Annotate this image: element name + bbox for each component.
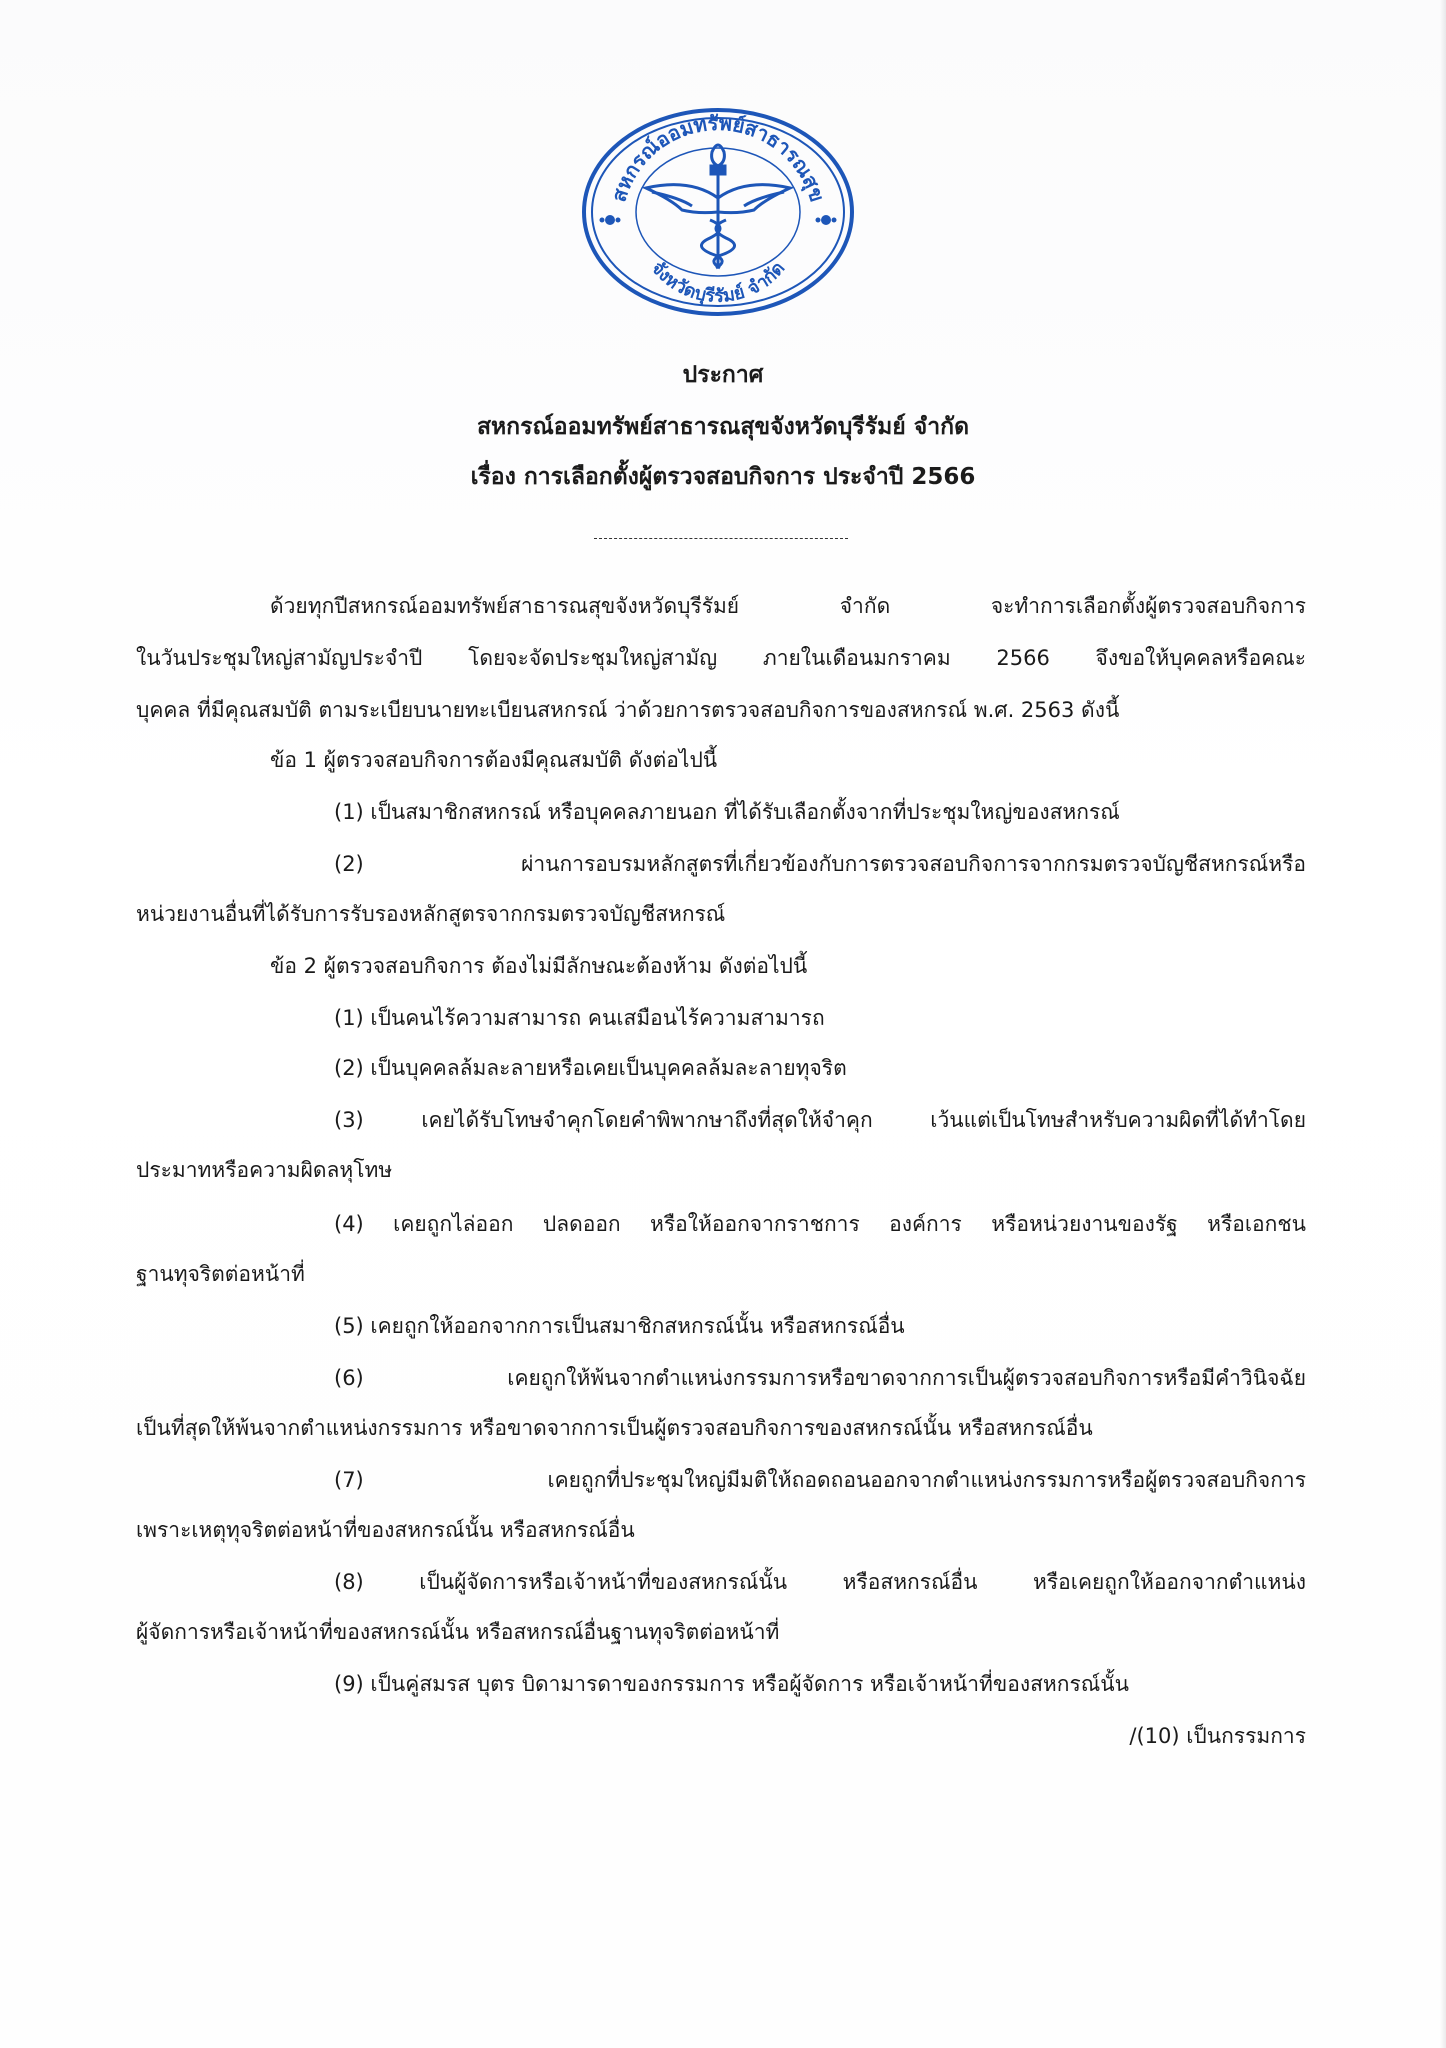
clause-2-title: ข้อ 2 ผู้ตรวจสอบกิจการ ต้องไม่มีลักษณะต้องห้าม ดังต่อไปนี้ bbox=[270, 954, 808, 978]
intro-line-3: บุคคล ที่มีคุณสมบัติ ตามระเบียบนายทะเบียนสหกรณ์ ว่าด้วยการตรวจสอบกิจการของสหกรณ์ พ.ศ. 2563 ดังนี้ bbox=[136, 698, 1120, 722]
clause-2-item-8-line-1: (8) เป็นผู้จัดการหรือเจ้าหน้าที่ของสหกรณ์นั้น หรือสหกรณ์อื่น หรือเคยถูกให้ออกจากตำแหน่ง bbox=[334, 1570, 1306, 1594]
seal-top-text: สหกรณ์ออมทรัพย์สาธารณสุข bbox=[606, 110, 830, 205]
clause-1-item-1: (1) เป็นสมาชิกสหกรณ์ หรือบุคคลภายนอก ที่ได้รับเลือกตั้งจากที่ประชุมใหญ่ของสหกรณ์ bbox=[334, 800, 1120, 824]
clause-1-item-2-line-1: (2) ผ่านการอบรมหลักสูตรที่เกี่ยวข้องกับการตรวจสอบกิจการจากกรมตรวจบัญชีสหกรณ์หรือ bbox=[334, 852, 1306, 876]
clause-2-item-6-line-2: เป็นที่สุดให้พ้นจากตำแหน่งกรรมการ หรือขาดจากการเป็นผู้ตรวจสอบกิจการของสหกรณ์นั้น หรือสหกรณ์อื่น bbox=[136, 1416, 1093, 1440]
clause-1-item-2-line-2: หน่วยงานอื่นที่ได้รับการรับรองหลักสูตรจากกรมตรวจบัญชีสหกรณ์ bbox=[136, 902, 726, 926]
clause-2-item-6-line-1: (6) เคยถูกให้พ้นจากตำแหน่งกรรมการหรือขาดจากการเป็นผู้ตรวจสอบกิจการหรือมีคำวินิจฉัย bbox=[334, 1366, 1306, 1390]
cooperative-seal-icon bbox=[580, 108, 856, 316]
clause-2-item-3-line-1: (3) เคยได้รับโทษจำคุกโดยคำพิพากษาถึงที่สุดให้จำคุก เว้นแต่เป็นโทษสำหรับความผิดที่ได้ทำโดย bbox=[334, 1108, 1306, 1132]
clause-1-title: ข้อ 1 ผู้ตรวจสอบกิจการต้องมีคุณสมบัติ ดังต่อไปนี้ bbox=[270, 748, 718, 772]
clause-2-item-1: (1) เป็นคนไร้ความสามารถ คนเสมือนไร้ความสามารถ bbox=[334, 1006, 825, 1030]
announcement-heading: ประกาศ bbox=[682, 362, 764, 388]
header-divider bbox=[594, 538, 848, 539]
clause-2-item-9: (9) เป็นคู่สมรส บุตร บิดามารดาของกรรมการ หรือผู้จัดการ หรือเจ้าหน้าที่ของสหกรณ์นั้น bbox=[334, 1672, 1129, 1696]
announcement-subject: เรื่อง การเลือกตั้งผู้ตรวจสอบกิจการ ประจำปี 2566 bbox=[470, 464, 976, 490]
seal-bottom-text: จังหวัดบุรีรัมย์ จำกัด bbox=[646, 257, 790, 307]
clause-2-item-2: (2) เป็นบุคคลล้มละลายหรือเคยเป็นบุคคลล้มละลายทุจริต bbox=[334, 1056, 847, 1080]
intro-line-2: ในวันประชุมใหญ่สามัญประจำปี โดยจะจัดประชุมใหญ่สามัญ ภายในเดือนมกราคม 2566 จึงขอให้บุคคลหรือคณะ bbox=[136, 646, 1306, 670]
clause-2-item-5: (5) เคยถูกให้ออกจากการเป็นสมาชิกสหกรณ์นั้น หรือสหกรณ์อื่น bbox=[334, 1314, 905, 1338]
clause-2-item-4-line-1: (4) เคยถูกไล่ออก ปลดออก หรือให้ออกจากราชการ องค์การ หรือหน่วยงานของรัฐ หรือเอกชน bbox=[334, 1212, 1306, 1236]
clause-2-item-3-line-2: ประมาทหรือความผิดลหุโทษ bbox=[136, 1158, 393, 1182]
clause-2-item-7-line-2: เพราะเหตุทุจริตต่อหน้าที่ของสหกรณ์นั้น หรือสหกรณ์อื่น bbox=[136, 1518, 635, 1542]
page-continuation: /(10) เป็นกรรมการ bbox=[1129, 1724, 1306, 1748]
clause-2-item-8-line-2: ผู้จัดการหรือเจ้าหน้าที่ของสหกรณ์นั้น หรือสหกรณ์อื่นฐานทุจริตต่อหน้าที่ bbox=[136, 1620, 780, 1644]
cooperative-name: สหกรณ์ออมทรัพย์สาธารณสุขจังหวัดบุรีรัมย์ จำกัด bbox=[476, 414, 970, 440]
intro-line-1: ด้วยทุกปีสหกรณ์ออมทรัพย์สาธารณสุขจังหวัดบุรีรัมย์ จำกัด จะทำการเลือกตั้งผู้ตรวจสอบกิจการ bbox=[270, 594, 1306, 618]
clause-2-item-7-line-1: (7) เคยถูกที่ประชุมใหญ่มีมติให้ถอดถอนออกจากตำแหน่งกรรมการหรือผู้ตรวจสอบกิจการ bbox=[334, 1468, 1306, 1492]
scan-edge bbox=[1440, 0, 1446, 2048]
clause-2-item-4-line-2: ฐานทุจริตต่อหน้าที่ bbox=[136, 1262, 305, 1286]
